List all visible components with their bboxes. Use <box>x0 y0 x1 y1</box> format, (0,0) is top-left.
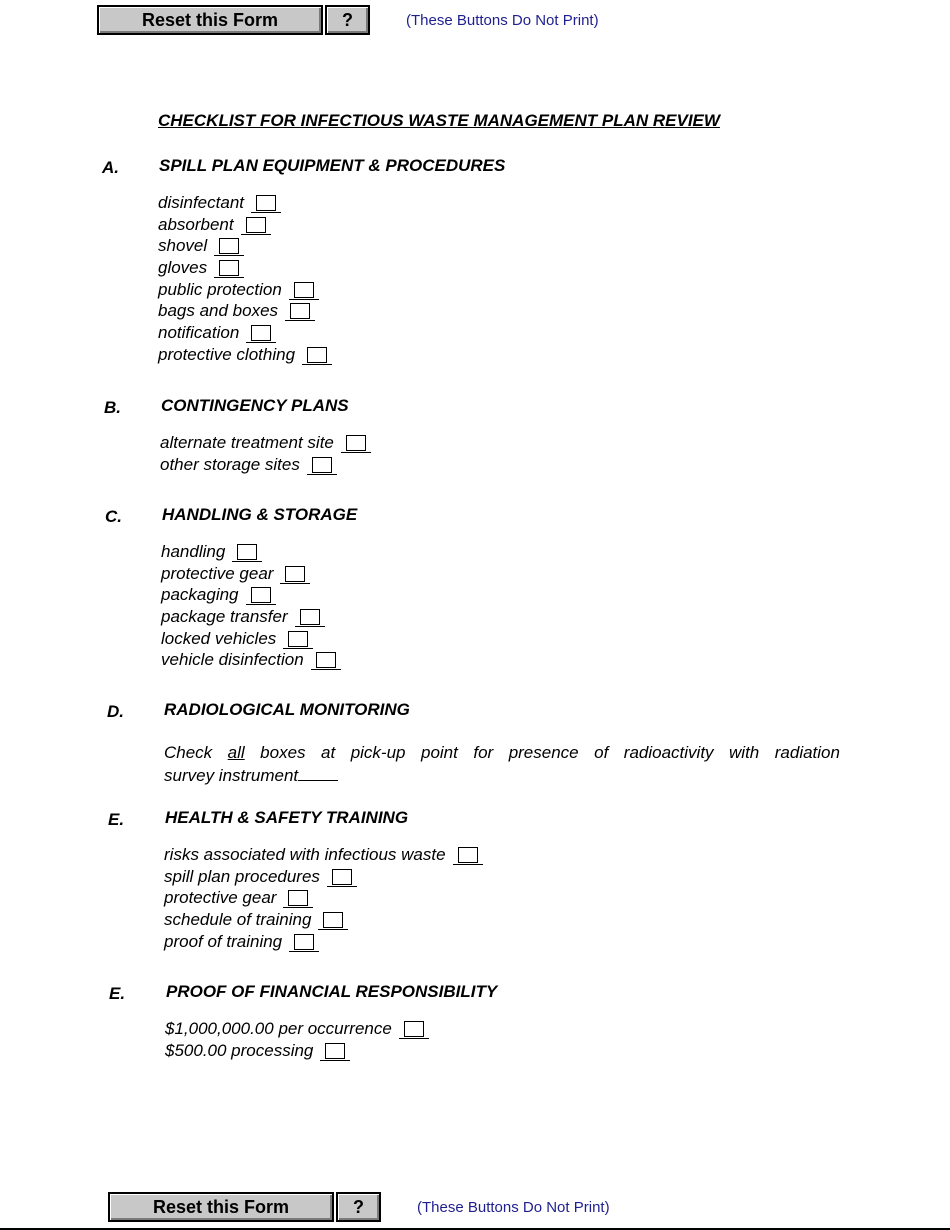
list-item <box>158 192 327 214</box>
instruction-word: at <box>321 743 336 762</box>
checkbox[interactable] <box>458 847 478 863</box>
checkbox[interactable] <box>332 869 352 885</box>
list-item <box>165 1040 424 1062</box>
item-label: gloves <box>158 257 208 277</box>
item-label: package transfer <box>161 606 288 626</box>
page-title: CHECKLIST FOR INFECTIOUS WASTE MANAGEMENT PLAN REVIEW <box>158 111 720 130</box>
item-label: public protection <box>158 279 282 299</box>
checkbox[interactable] <box>288 890 308 906</box>
checkbox[interactable] <box>219 260 239 276</box>
help-button[interactable]: ? <box>336 1192 381 1222</box>
item-label: packaging <box>161 585 239 605</box>
bottom-button-bar <box>108 1192 610 1222</box>
item-label: protective gear <box>161 563 274 583</box>
instruction-word: point <box>421 743 458 762</box>
instruction-word: of <box>594 743 609 762</box>
checkbox[interactable] <box>316 652 336 668</box>
section-heading: CONTINGENCY PLANS <box>161 396 349 415</box>
checkbox[interactable] <box>307 347 327 363</box>
list-item <box>158 235 327 257</box>
checkbox[interactable] <box>325 1043 345 1059</box>
section-letter: E. <box>109 984 126 1003</box>
instruction-word: pick-up <box>350 743 406 762</box>
section-heading: PROOF OF FINANCIAL RESPONSIBILITY <box>166 982 498 1001</box>
help-button[interactable]: ? <box>325 5 370 35</box>
list-item <box>160 432 366 454</box>
instruction-word-emphasis: all <box>227 743 245 762</box>
list-item <box>161 563 336 585</box>
list-item <box>161 541 336 563</box>
checkbox[interactable] <box>294 934 314 950</box>
checklist-items <box>165 1018 424 1061</box>
item-label: handling <box>161 541 226 561</box>
top-button-bar <box>97 5 599 35</box>
item-label: alternate treatment site <box>160 432 334 452</box>
list-item <box>158 279 327 301</box>
checkbox[interactable] <box>251 587 271 603</box>
section-letter: A. <box>102 158 119 177</box>
item-label: other storage sites <box>160 454 300 474</box>
list-item <box>161 584 336 606</box>
instruction-word: radioactivity <box>623 743 714 762</box>
item-label: spill plan procedures <box>164 866 320 886</box>
list-item <box>164 931 478 953</box>
checklist-items <box>164 844 478 952</box>
item-label: risks associated with infectious waste <box>164 844 446 864</box>
item-label: $1,000,000.00 per occurrence <box>165 1018 392 1038</box>
buttons-note: (These Buttons Do Not Print) <box>406 11 599 29</box>
section-letter: B. <box>104 398 121 417</box>
item-label: absorbent <box>158 214 234 234</box>
section-letter: D. <box>107 702 124 721</box>
list-item <box>164 866 478 888</box>
item-label: protective clothing <box>158 344 296 364</box>
checkbox[interactable] <box>251 325 271 341</box>
instruction-line <box>164 741 840 764</box>
item-label: proof of training <box>164 931 283 951</box>
instruction-word: radiation <box>774 743 840 762</box>
reset-form-button[interactable]: Reset this Form <box>97 5 323 35</box>
list-item <box>158 322 327 344</box>
radiological-instructions <box>164 741 840 787</box>
checkbox[interactable] <box>219 238 239 254</box>
section-heading: RADIOLOGICAL MONITORING <box>164 700 410 719</box>
list-item <box>164 844 478 866</box>
item-label: $500.00 processing <box>165 1040 314 1060</box>
reset-form-button[interactable]: Reset this Form <box>108 1192 334 1222</box>
checkbox[interactable] <box>256 195 276 211</box>
checkbox[interactable] <box>288 631 308 647</box>
checkbox[interactable] <box>246 217 266 233</box>
list-item <box>165 1018 424 1040</box>
item-label: bags and boxes <box>158 301 279 321</box>
instruction-word: with <box>729 743 760 762</box>
item-label: locked vehicles <box>161 628 277 648</box>
checkbox[interactable] <box>237 544 257 560</box>
instruction-word: presence <box>508 743 579 762</box>
checkbox[interactable] <box>285 566 305 582</box>
item-label: disinfectant <box>158 192 244 212</box>
item-label: vehicle disinfection <box>161 650 304 670</box>
section-heading: HEALTH & SAFETY TRAINING <box>165 808 409 827</box>
checkbox[interactable] <box>294 282 314 298</box>
list-item <box>158 257 327 279</box>
item-label: protective gear <box>164 888 277 908</box>
list-item <box>160 454 366 476</box>
buttons-note: (These Buttons Do Not Print) <box>417 1198 610 1216</box>
item-label: schedule of training <box>164 909 312 929</box>
checkbox[interactable] <box>312 457 332 473</box>
section-letter: E. <box>108 810 125 829</box>
signature-blank[interactable] <box>298 767 338 781</box>
checkbox[interactable] <box>300 609 320 625</box>
item-label: shovel <box>158 236 208 256</box>
list-item <box>161 606 336 628</box>
list-item <box>161 649 336 671</box>
item-label: notification <box>158 322 240 342</box>
list-item <box>161 628 336 650</box>
checkbox[interactable] <box>404 1021 424 1037</box>
checklist-items <box>158 192 327 366</box>
list-item <box>158 214 327 236</box>
list-item <box>164 887 478 909</box>
checklist-items <box>161 541 336 671</box>
checklist-items <box>160 432 366 475</box>
instruction-line <box>164 764 840 787</box>
section-heading: SPILL PLAN EQUIPMENT & PROCEDURES <box>159 156 506 175</box>
section-heading: HANDLING & STORAGE <box>162 505 358 524</box>
section-letter: C. <box>105 507 122 526</box>
instruction-text: survey instrument <box>164 766 299 785</box>
list-item <box>164 909 478 931</box>
instruction-word: boxes <box>260 743 306 762</box>
list-item <box>158 344 327 366</box>
checkbox[interactable] <box>323 912 343 928</box>
checkbox[interactable] <box>346 435 366 451</box>
instruction-word: Check <box>164 743 213 762</box>
list-item <box>158 300 327 322</box>
instruction-word: for <box>473 743 494 762</box>
checkbox[interactable] <box>290 303 310 319</box>
